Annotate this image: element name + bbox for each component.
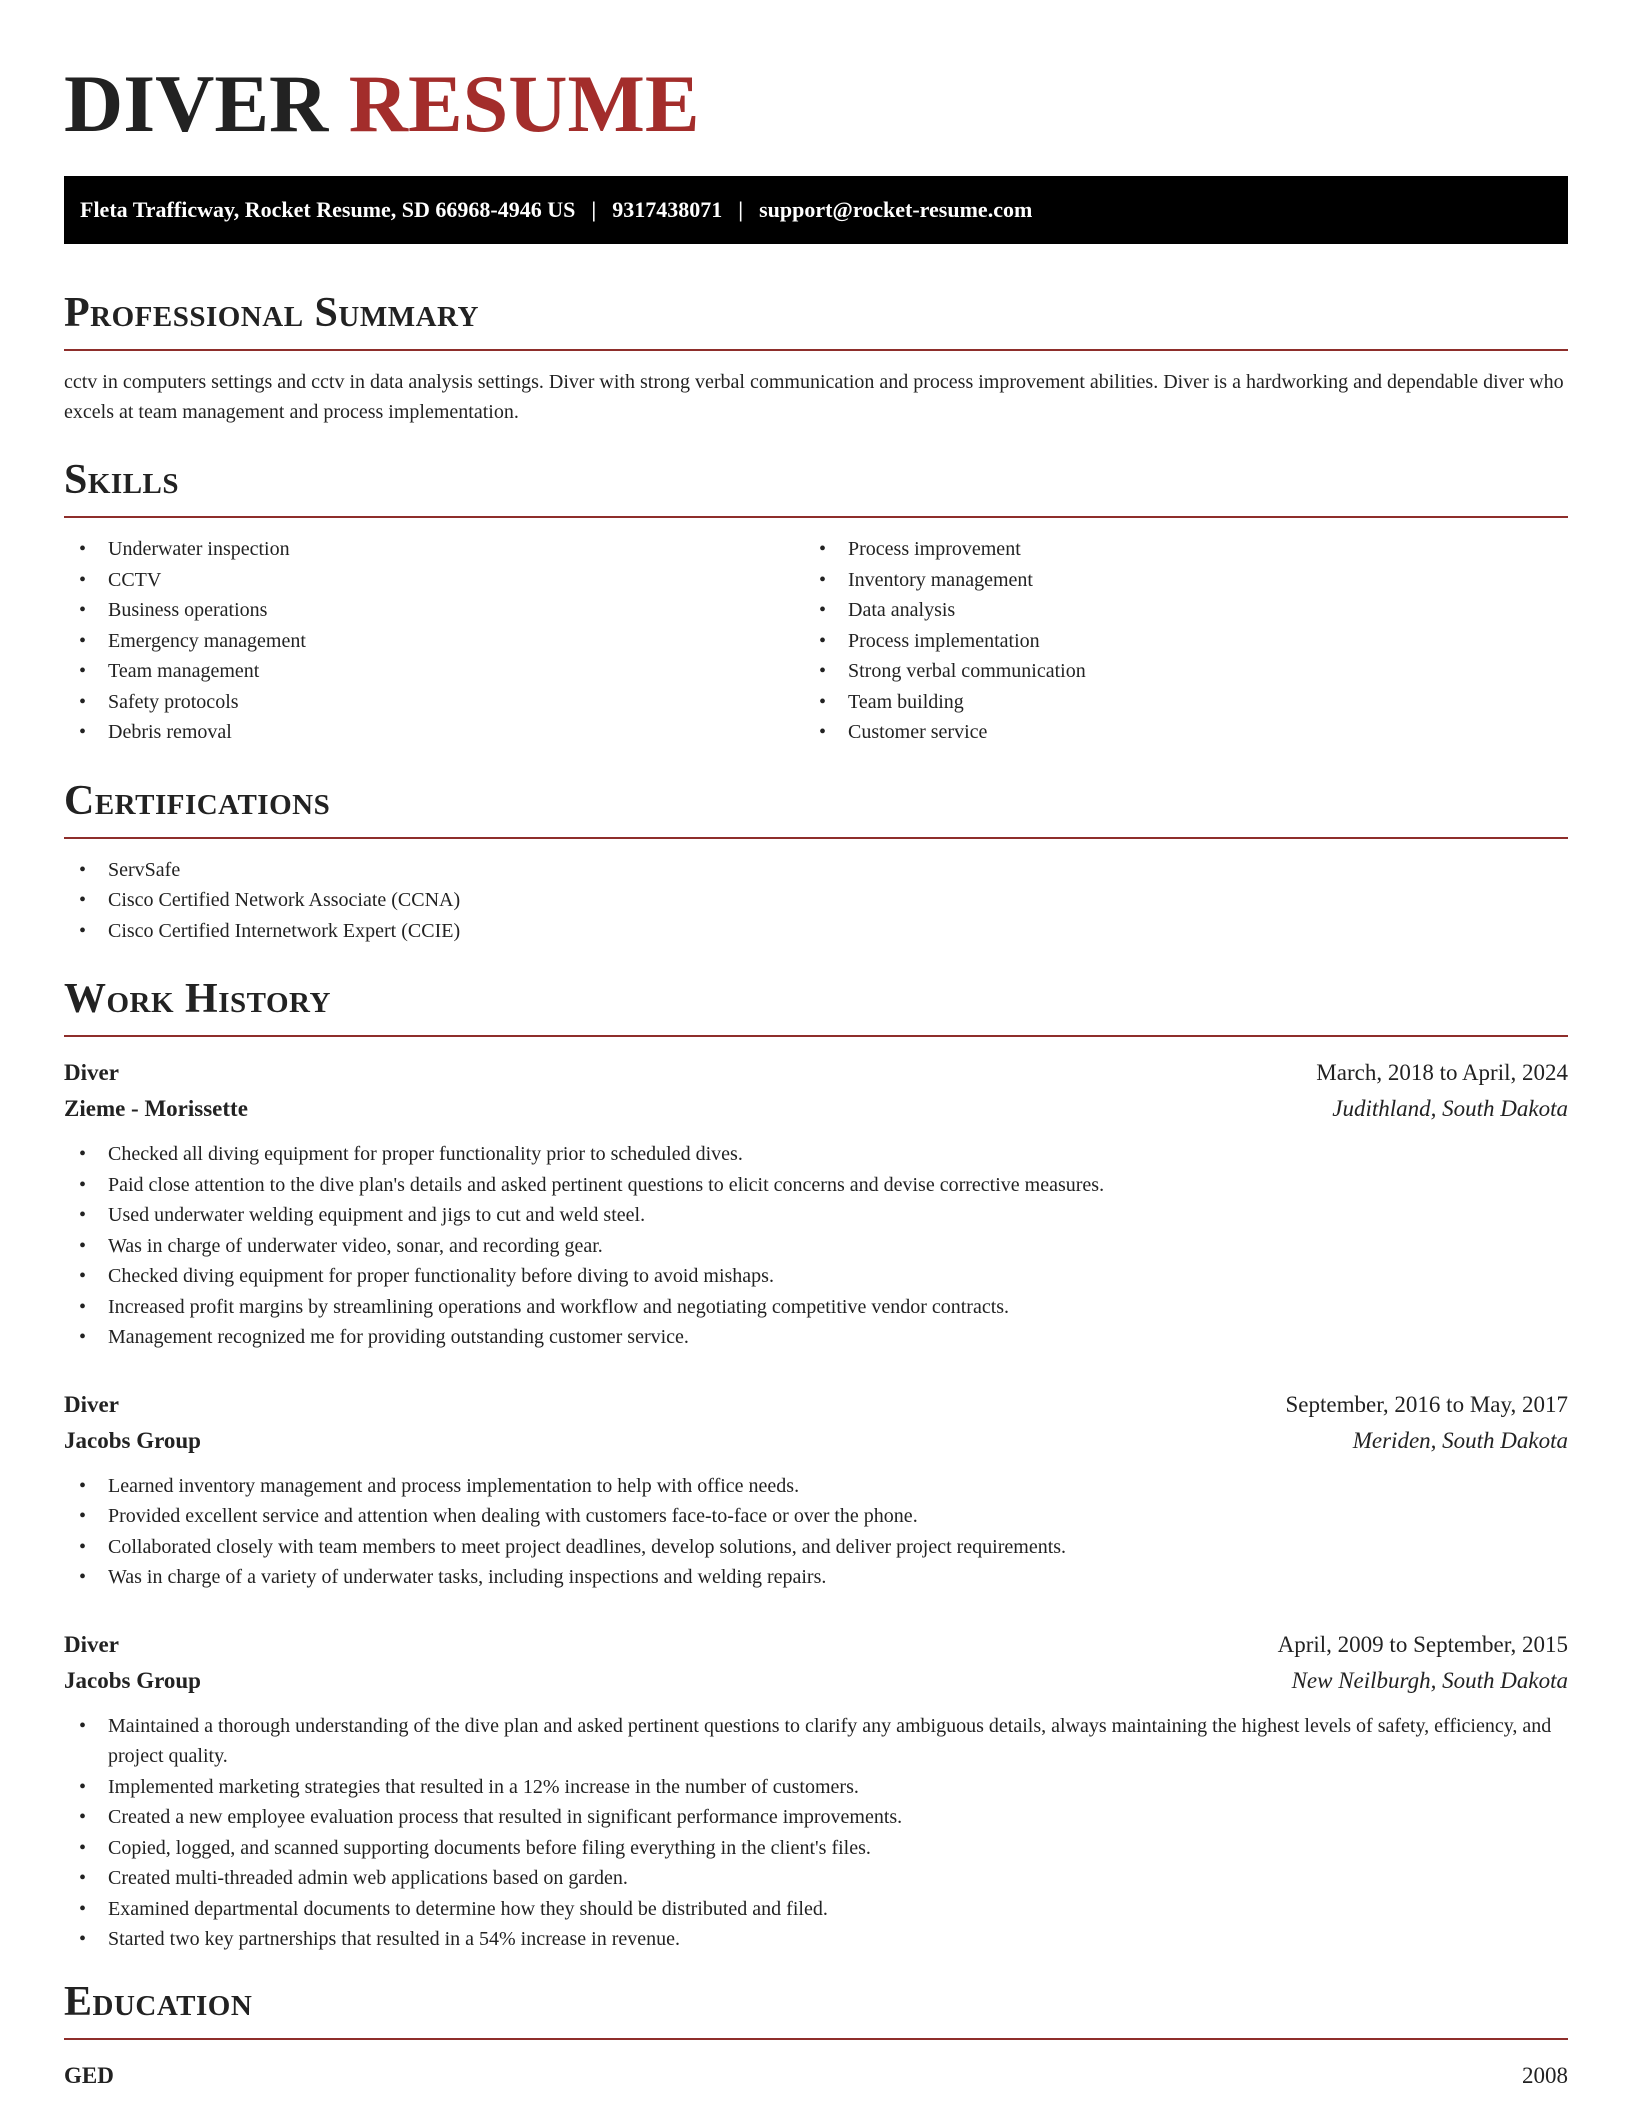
job-bullet: • Checked all diving equipment for proper functionality prior to scheduled dives. — [64, 1139, 1568, 1170]
job-bullet-list — [64, 1139, 1568, 1353]
job-dates: September, 2016 to May, 2017 — [1285, 1391, 1568, 1417]
job-bullet: • Was in charge of underwater video, sonar, and recording gear. — [64, 1231, 1568, 1262]
job-bullet: • Increased profit margins by streamlining operations and workflow and negotiating competitive vendor contracts. — [64, 1292, 1568, 1323]
job-bullet: • Collaborated closely with team members to meet project deadlines, develop solutions, and deliver project requirements. — [64, 1532, 1568, 1563]
skill-item: • Business operations — [64, 595, 804, 626]
skills-list-right — [804, 534, 1544, 748]
job-bullet-list — [64, 1711, 1568, 1955]
skill-item: • Team management — [64, 656, 804, 687]
job-company-row — [64, 1423, 1568, 1459]
section-divider — [64, 1035, 1568, 1037]
job-company: Jacobs Group — [64, 1667, 201, 1693]
name-last: RESUME — [348, 58, 700, 149]
certification-item: • Cisco Certified Network Associate (CCNA) — [64, 885, 1568, 916]
resume-name — [64, 0, 1568, 150]
job-entry — [64, 1055, 1568, 1353]
summary-section — [64, 288, 1568, 427]
skill-item: • Safety protocols — [64, 687, 804, 718]
job-title: Diver — [64, 1391, 119, 1417]
skill-item: • Process implementation — [804, 626, 1544, 657]
skill-item: • Data analysis — [804, 595, 1544, 626]
certifications-section — [64, 776, 1568, 947]
skill-item: • Underwater inspection — [64, 534, 804, 565]
education-section — [64, 1977, 1568, 2094]
job-header-row — [64, 1055, 1568, 1091]
education-degree: GED — [64, 2062, 114, 2088]
skills-columns — [64, 534, 1568, 748]
job-bullet: • Started two key partnerships that resulted in a 54% increase in revenue. — [64, 1924, 1568, 1955]
contact-separator: | — [738, 197, 744, 222]
job-location: Judithland, South Dakota — [1332, 1096, 1568, 1121]
skill-item: • CCTV — [64, 565, 804, 596]
job-bullet: • Management recognized me for providing outstanding customer service. — [64, 1322, 1568, 1353]
job-company-row — [64, 1663, 1568, 1699]
job-title: Diver — [64, 1060, 119, 1085]
job-company: Zieme - Morissette — [64, 1096, 248, 1121]
job-company: Jacobs Group — [64, 1427, 201, 1453]
contact-bar — [64, 176, 1568, 244]
job-header-row — [64, 1627, 1568, 1663]
skill-item: • Strong verbal communication — [804, 656, 1544, 687]
education-row — [64, 2058, 1568, 2094]
name-first: DIVER — [64, 58, 329, 149]
skill-item: • Team building — [804, 687, 1544, 718]
section-divider — [64, 2038, 1568, 2040]
skill-item: • Emergency management — [64, 626, 804, 657]
section-title-certifications: Certifications — [64, 777, 331, 824]
contact-separator: | — [591, 197, 597, 222]
job-bullet: • Examined departmental documents to determine how they should be distributed and filed. — [64, 1894, 1568, 1925]
certification-item: • ServSafe — [64, 855, 1568, 886]
skill-item: • Inventory management — [804, 565, 1544, 596]
job-bullet: • Created multi-threaded admin web applications based on garden. — [64, 1863, 1568, 1894]
job-bullet: • Created a new employee evaluation process that resulted in significant performance improvements. — [64, 1802, 1568, 1833]
skill-item: • Debris removal — [64, 717, 804, 748]
skills-section — [64, 455, 1568, 748]
skill-item: • Process improvement — [804, 534, 1544, 565]
job-bullet: • Learned inventory management and process implementation to help with office needs. — [64, 1471, 1568, 1502]
job-bullet: • Was in charge of a variety of underwater tasks, including inspections and welding repairs. — [64, 1562, 1568, 1593]
skills-list-left — [64, 534, 804, 748]
section-divider — [64, 516, 1568, 518]
job-dates: March, 2018 to April, 2024 — [1316, 1060, 1568, 1085]
job-title: Diver — [64, 1631, 119, 1657]
section-title-work-history: Work History — [64, 976, 331, 1022]
job-bullet: • Implemented marketing strategies that resulted in a 12% increase in the number of customers. — [64, 1772, 1568, 1803]
certification-item: • Cisco Certified Internetwork Expert (CCIE) — [64, 916, 1568, 947]
education-year: 2008 — [1522, 2062, 1568, 2088]
job-location: New Neilburgh, South Dakota — [1291, 1667, 1568, 1693]
job-bullet: • Maintained a thorough understanding of the dive plan and asked pertinent questions to clarify any ambiguous details, always maintaining the highest levels of safety, efficiency, and project quality. — [64, 1711, 1568, 1772]
section-title-summary: Professional Summary — [64, 290, 479, 336]
job-bullet: • Paid close attention to the dive plan's details and asked pertinent questions to elicit concerns and devise corrective measures. — [64, 1170, 1568, 1201]
job-entry — [64, 1387, 1568, 1593]
work-history-section — [64, 974, 1568, 1955]
section-title-education: Education — [64, 1978, 253, 2025]
section-divider — [64, 837, 1568, 839]
job-company-row — [64, 1091, 1568, 1127]
job-bullet: • Copied, logged, and scanned supporting documents before filing everything in the client's files. — [64, 1833, 1568, 1864]
section-title-skills: Skills — [64, 457, 180, 503]
job-entry — [64, 1627, 1568, 1955]
certifications-list — [64, 855, 1568, 947]
contact-address: Fleta Trafficway, Rocket Resume, SD 66968-4946 US — [80, 197, 576, 222]
job-bullet: • Used underwater welding equipment and jigs to cut and weld steel. — [64, 1200, 1568, 1231]
section-divider — [64, 349, 1568, 351]
contact-phone: 9317438071 — [612, 197, 723, 222]
job-bullet-list — [64, 1471, 1568, 1593]
job-bullet: • Provided excellent service and attention when dealing with customers face-to-face or over the phone. — [64, 1501, 1568, 1532]
job-location: Meriden, South Dakota — [1352, 1427, 1568, 1453]
contact-email: support@rocket-resume.com — [759, 197, 1033, 222]
summary-text: cctv in computers settings and cctv in data analysis settings. Diver with strong verbal communication and process improvement abilities. Diver is a hardworking and dependable diver who excels at team management and process implementation. — [64, 371, 1564, 423]
job-header-row — [64, 1387, 1568, 1423]
job-bullet: • Checked diving equipment for proper functionality before diving to avoid mishaps. — [64, 1261, 1568, 1292]
job-dates: April, 2009 to September, 2015 — [1277, 1631, 1568, 1657]
skill-item: • Customer service — [804, 717, 1544, 748]
